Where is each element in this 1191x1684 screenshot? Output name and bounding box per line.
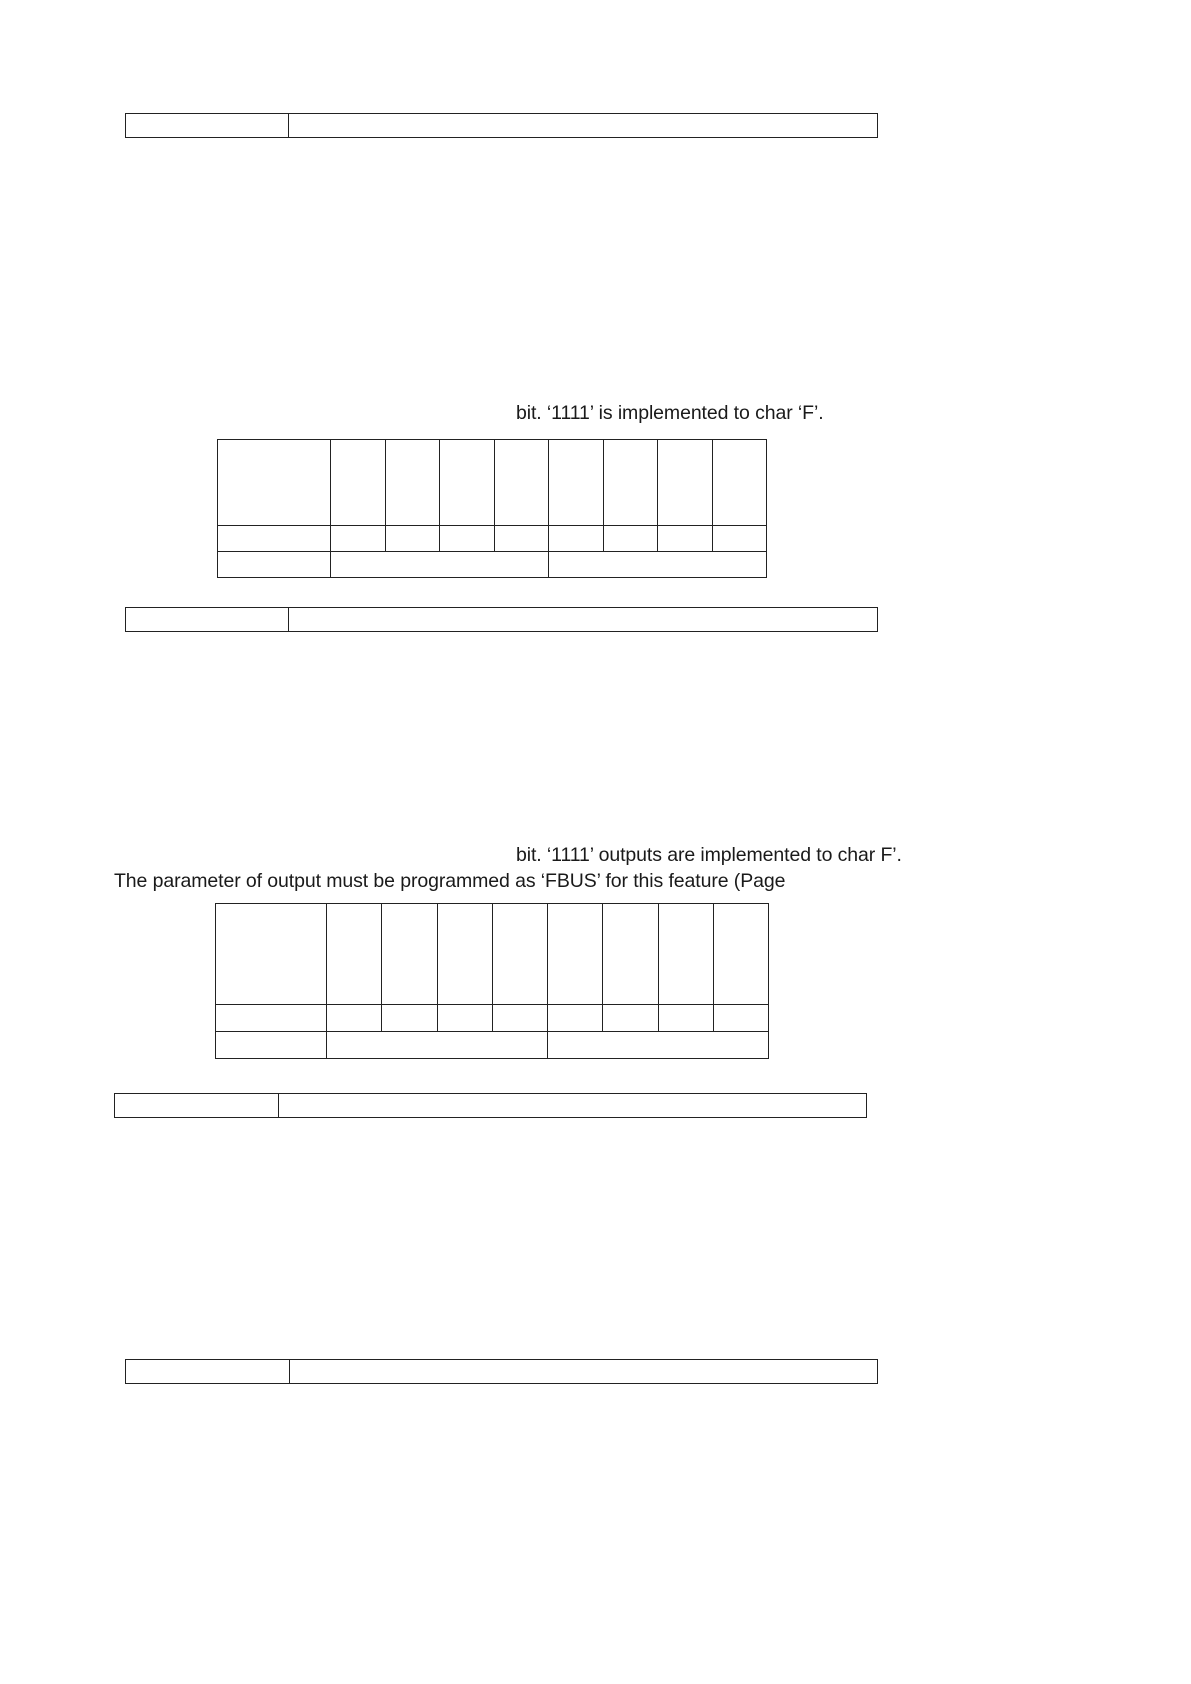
bit-header-cell xyxy=(713,904,768,1005)
bit-header-cell xyxy=(382,904,437,1005)
bit-value-cell xyxy=(658,1005,713,1032)
param-note: The parameter of output must be programmed as ‘FBUS’ for this feature (Page xyxy=(114,870,786,892)
register-table-2 xyxy=(215,903,769,1059)
bit-header-cell xyxy=(712,440,767,526)
register-table-1 xyxy=(217,439,767,578)
register-nibble-row xyxy=(218,552,767,578)
nibble-cell xyxy=(549,552,767,578)
bit-value-cell xyxy=(713,1005,768,1032)
bit-header-cell xyxy=(658,904,713,1005)
bit-header-cell xyxy=(603,904,658,1005)
bit-header-cell xyxy=(331,440,386,526)
bit-value-cell xyxy=(712,526,767,552)
bit-value-cell xyxy=(658,526,713,552)
nibble-cell xyxy=(327,1032,548,1059)
bit-header-cell xyxy=(549,440,604,526)
register-bit-row xyxy=(216,1005,769,1032)
bit-value-cell xyxy=(492,1005,547,1032)
section-header-box-2 xyxy=(125,607,878,632)
bit-header-cell xyxy=(437,904,492,1005)
section-header-divider xyxy=(278,1094,279,1117)
bit-header-cell xyxy=(327,904,382,1005)
register-header-row xyxy=(216,904,769,1005)
bit-value-cell xyxy=(385,526,440,552)
bit-value-cell xyxy=(327,1005,382,1032)
bit-value-cell xyxy=(603,1005,658,1032)
bit-value-cell xyxy=(548,1005,603,1032)
bit-header-cell xyxy=(492,904,547,1005)
bit-header-cell xyxy=(440,440,495,526)
register-label-cell xyxy=(216,1005,327,1032)
register-bit-row xyxy=(218,526,767,552)
register-label-cell xyxy=(218,552,331,578)
bit-header-cell xyxy=(658,440,713,526)
section-header-divider xyxy=(288,114,289,137)
section-header-divider xyxy=(288,608,289,631)
bit-header-cell xyxy=(548,904,603,1005)
register-nibble-row xyxy=(216,1032,769,1059)
register-header-row xyxy=(218,440,767,526)
bit-note-2: bit. ‘1111’ outputs are implemented to char F’. xyxy=(516,844,902,866)
register-label-cell xyxy=(218,526,331,552)
bit-value-cell xyxy=(382,1005,437,1032)
bit-value-cell xyxy=(331,526,386,552)
bit-value-cell xyxy=(603,526,658,552)
bit-value-cell xyxy=(549,526,604,552)
section-header-box-3 xyxy=(114,1093,867,1118)
register-label-cell xyxy=(216,1032,327,1059)
bit-note-1: bit. ‘1111’ is implemented to char ‘F’. xyxy=(516,402,824,424)
nibble-cell xyxy=(548,1032,769,1059)
register-label-cell xyxy=(218,440,331,526)
section-header-box-1 xyxy=(125,113,878,138)
section-header-box-4 xyxy=(125,1359,878,1384)
bit-value-cell xyxy=(437,1005,492,1032)
bit-header-cell xyxy=(494,440,549,526)
bit-header-cell xyxy=(385,440,440,526)
register-label-cell xyxy=(216,904,327,1005)
section-header-divider xyxy=(289,1360,290,1383)
bit-header-cell xyxy=(603,440,658,526)
bit-value-cell xyxy=(440,526,495,552)
nibble-cell xyxy=(331,552,549,578)
bit-value-cell xyxy=(494,526,549,552)
